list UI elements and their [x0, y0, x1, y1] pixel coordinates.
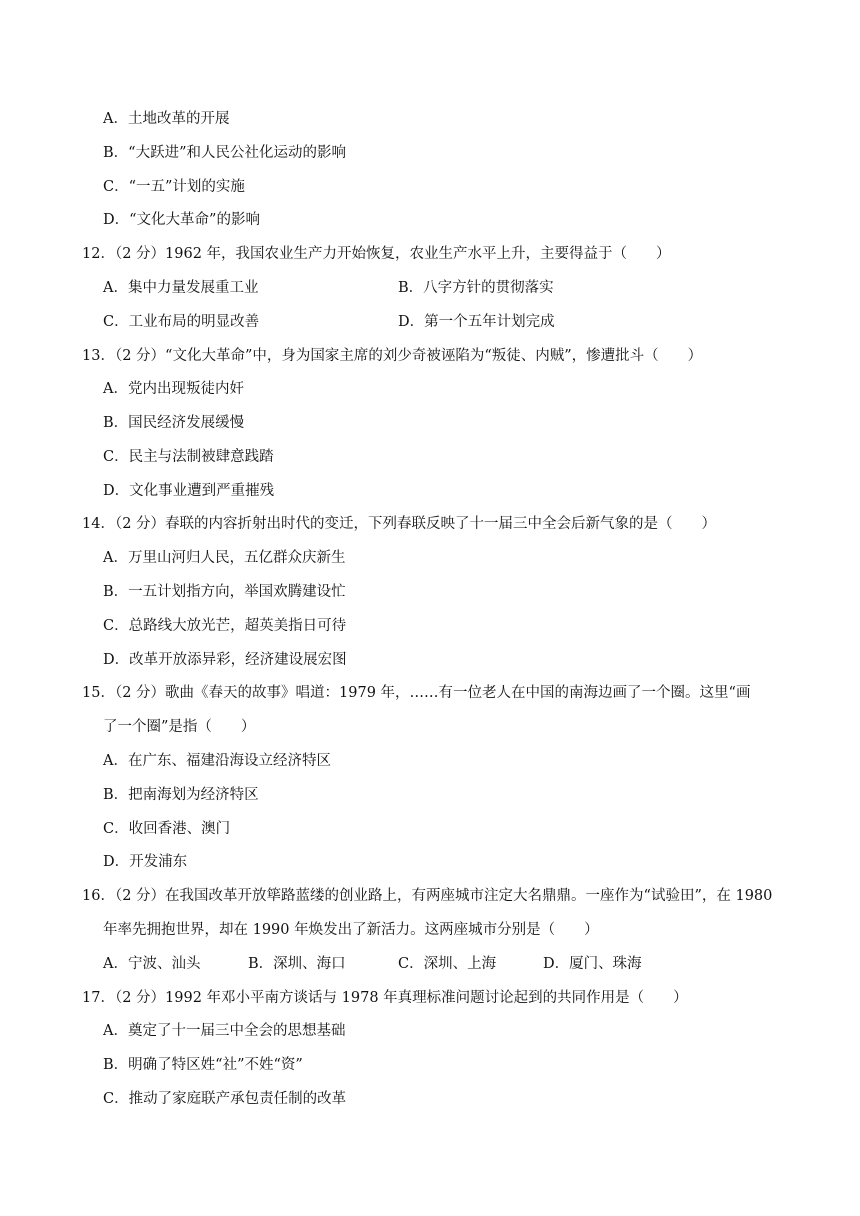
q12-option-c: C．工业布局的明显改善 [103, 314, 260, 330]
q11-option-a: A．土地改革的开展 [103, 111, 230, 127]
q13-option-d: D．文化事业遭到严重摧残 [103, 483, 275, 499]
q11-option-c: C．“一五”计划的实施 [103, 179, 245, 195]
q16-stem-line2: 年率先拥抱世界，却在 1990 年焕发出了新活力。这两座城市分别是（ ） [103, 922, 599, 938]
q17-option-a: A．奠定了十一届三中全会的思想基础 [103, 1023, 346, 1039]
q15-option-d: D．开发浦东 [103, 854, 188, 870]
q12-option-b: B．八字方针的贯彻落实 [398, 280, 554, 296]
q15-option-b: B．把南海划为经济特区 [103, 787, 259, 803]
q15-option-c: C．收回香港、澳门 [103, 821, 231, 837]
q13-option-a: A．党内出现叛徒内奸 [103, 381, 244, 397]
q16-option-a: A．宁波、汕头 [103, 956, 201, 972]
q13-stem: 13．（2 分）“文化大革命”中，身为国家主席的刘少奇被诬陷为“叛徒、内贼”，惨遭批斗（ ） [82, 348, 703, 364]
q12-option-d: D．第一个五年计划完成 [398, 314, 555, 330]
q17-option-c: C．推动了家庭联产承包责任制的改革 [103, 1091, 347, 1107]
q11-option-b: B．“大跃进”和人民公社化运动的影响 [103, 145, 346, 161]
q16-option-b: B．深圳、海口 [248, 956, 346, 972]
q12-option-a: A．集中力量发展重工业 [103, 280, 259, 296]
q15-stem-line1: 15．（2 分）歌曲《春天的故事》唱道：1979 年，……有一位老人在中国的南海边画了一个圈。这里“画 [82, 685, 751, 701]
q17-option-b: B．明确了特区姓“社”不姓“资” [103, 1057, 303, 1073]
q14-stem: 14．（2 分）春联的内容折射出时代的变迁，下列春联反映了十一届三中全会后新气象的是（ ） [82, 516, 717, 532]
q15-stem-line2: 了一个圈”是指（ ） [103, 719, 256, 735]
q12-stem: 12．（2 分）1962 年，我国农业生产力开始恢复，农业生产水平上升，主要得益于（ ） [82, 246, 671, 262]
q16-stem-line1: 16．（2 分）在我国改革开放筚路蓝缕的创业路上，有两座城市注定大名鼎鼎。一座作为“试验田”，在 1980 [82, 888, 773, 904]
q13-option-b: B．国民经济发展缓慢 [103, 415, 245, 431]
q13-option-c: C．民主与法制被肆意践踏 [103, 449, 274, 465]
q15-option-a: A．在广东、福建沿海设立经济特区 [103, 753, 331, 769]
q16-option-d: D．厦门、珠海 [543, 956, 642, 972]
q14-option-d: D．改革开放添异彩，经济建设展宏图 [103, 652, 347, 668]
q14-option-c: C．总路线大放光芒，超英美指日可待 [103, 618, 347, 634]
q14-option-a: A．万里山河归人民，五亿群众庆新生 [103, 550, 346, 566]
q16-option-c: C．深圳、上海 [398, 956, 497, 972]
q11-option-d: D．“文化大革命”的影响 [103, 212, 260, 228]
q14-option-b: B．一五计划指方向，举国欢腾建设忙 [103, 584, 346, 600]
q17-stem: 17．（2 分）1992 年邓小平南方谈话与 1978 年真理标准问题讨论起到的共同作用是（ ） [82, 990, 688, 1006]
